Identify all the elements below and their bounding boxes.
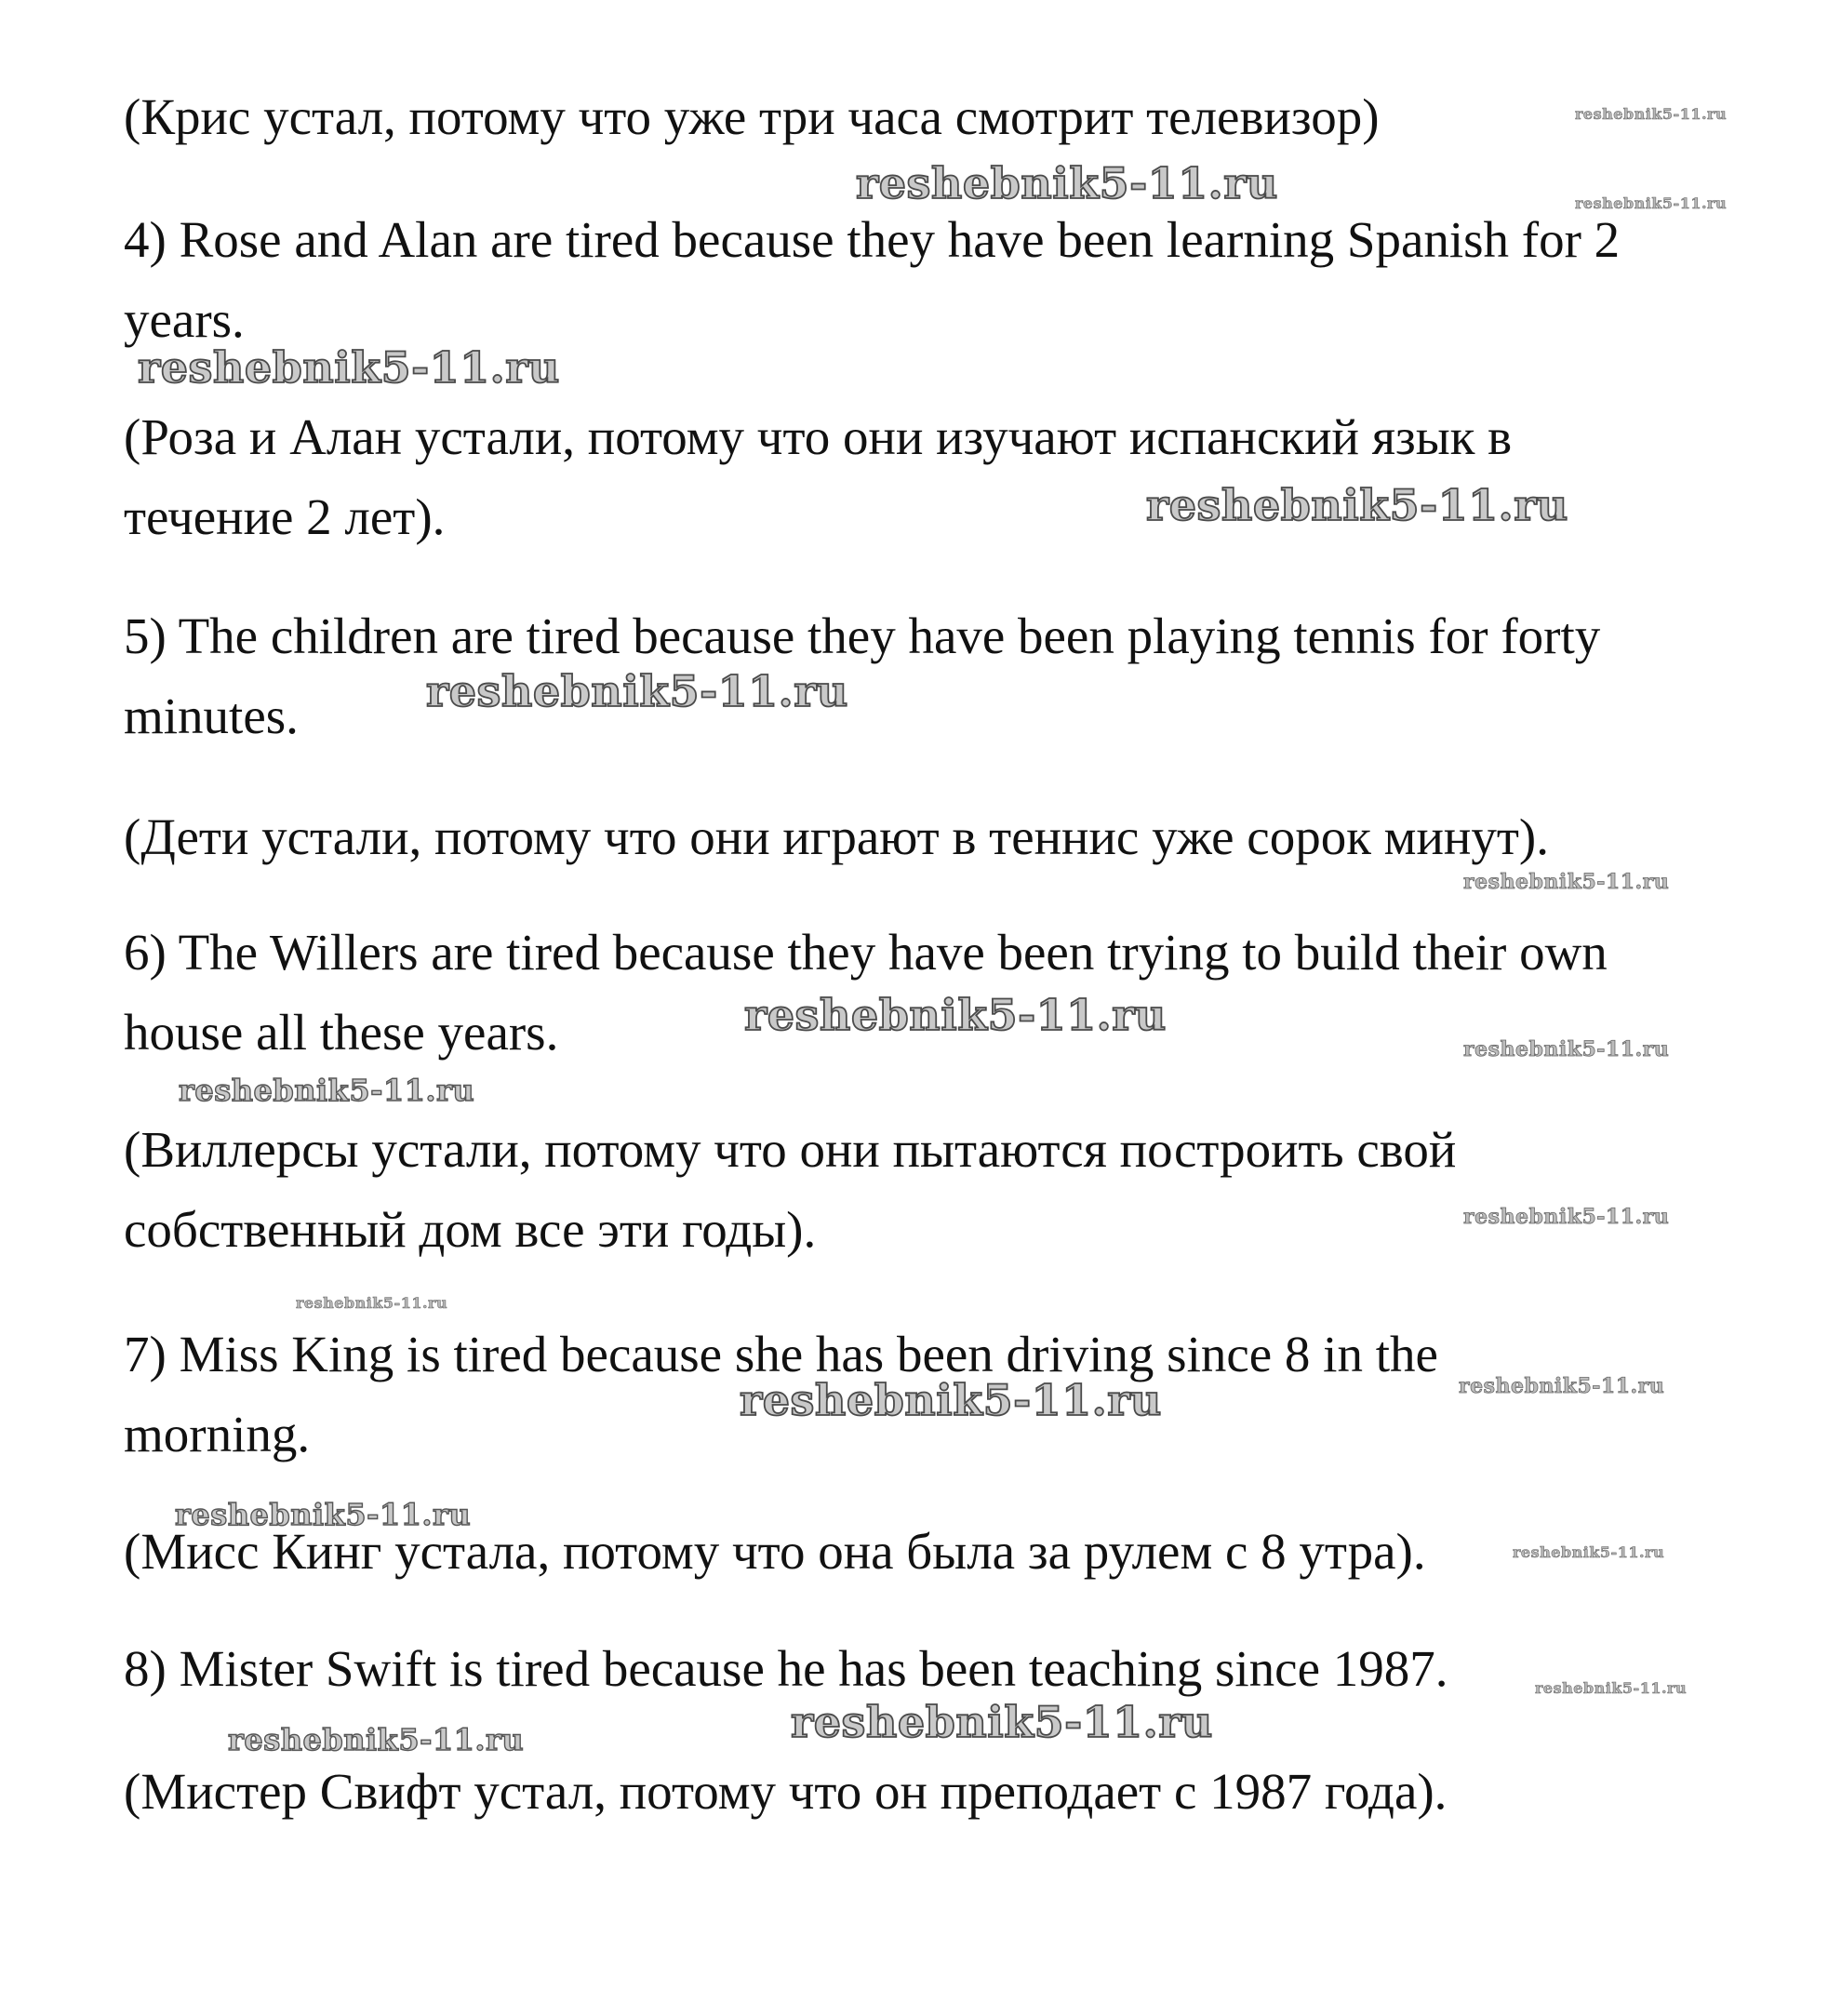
watermark: reshebnik5-11.ru	[1463, 1205, 1670, 1229]
text-line-7: minutes.	[124, 688, 299, 744]
text-line-1: (Крис устал, потому что уже три часа смотрит телевизор)	[124, 88, 1380, 145]
watermark: reshebnik5-11.ru	[1146, 480, 1568, 530]
watermark: reshebnik5-11.ru	[138, 342, 560, 393]
text-line-16: 8) Mister Swift is tired because he has been teaching since 1987.	[124, 1640, 1448, 1697]
watermark: reshebnik5-11.ru	[1575, 194, 1728, 212]
watermark: reshebnik5-11.ru	[426, 666, 848, 716]
text-line-10: house all these years.	[124, 1004, 559, 1061]
watermark: reshebnik5-11.ru	[1575, 105, 1728, 123]
watermark: reshebnik5-11.ru	[1535, 1679, 1688, 1697]
watermark: reshebnik5-11.ru	[296, 1294, 448, 1312]
watermark: reshebnik5-11.ru	[1463, 1037, 1670, 1061]
text-line-8: (Дети устали, потому что они играют в теннис уже сорок минут).	[124, 808, 1549, 865]
text-line-6: 5) The children are tired because they have been playing tennis for forty	[124, 607, 1601, 664]
watermark: reshebnik5-11.ru	[175, 1497, 472, 1532]
text-line-11: (Виллерсы устали, потому что они пытаются построить свой	[124, 1121, 1457, 1178]
watermark: reshebnik5-11.ru	[179, 1073, 475, 1108]
text-line-12: собственный дом все эти годы).	[124, 1201, 817, 1258]
text-line-5: течение 2 лет).	[124, 488, 446, 545]
text-line-15: (Мисс Кинг устала, потому что она была за рулем с 8 утра).	[124, 1523, 1426, 1580]
watermark: reshebnik5-11.ru	[744, 990, 1167, 1040]
watermark: reshebnik5-11.ru	[228, 1722, 525, 1757]
text-line-9: 6) The Willers are tired because they have been trying to build their own	[124, 924, 1608, 981]
watermark: reshebnik5-11.ru	[791, 1697, 1213, 1747]
watermark: reshebnik5-11.ru	[1513, 1543, 1665, 1561]
watermark: reshebnik5-11.ru	[1459, 1374, 1665, 1398]
text-line-2: 4) Rose and Alan are tired because they have been learning Spanish for 2	[124, 211, 1621, 268]
watermark: reshebnik5-11.ru	[856, 158, 1278, 208]
watermark: reshebnik5-11.ru	[740, 1375, 1162, 1425]
watermark: reshebnik5-11.ru	[1463, 870, 1670, 894]
text-line-14: morning.	[124, 1406, 311, 1462]
text-line-4: (Роза и Алан устали, потому что они изучают испанский язык в	[124, 408, 1513, 465]
text-line-3: years.	[124, 291, 245, 348]
text-line-17: (Мистер Свифт устал, потому что он преподает с 1987 года).	[124, 1763, 1448, 1820]
text-line-13: 7) Miss King is tired because she has been driving since 8 in the	[124, 1326, 1438, 1382]
